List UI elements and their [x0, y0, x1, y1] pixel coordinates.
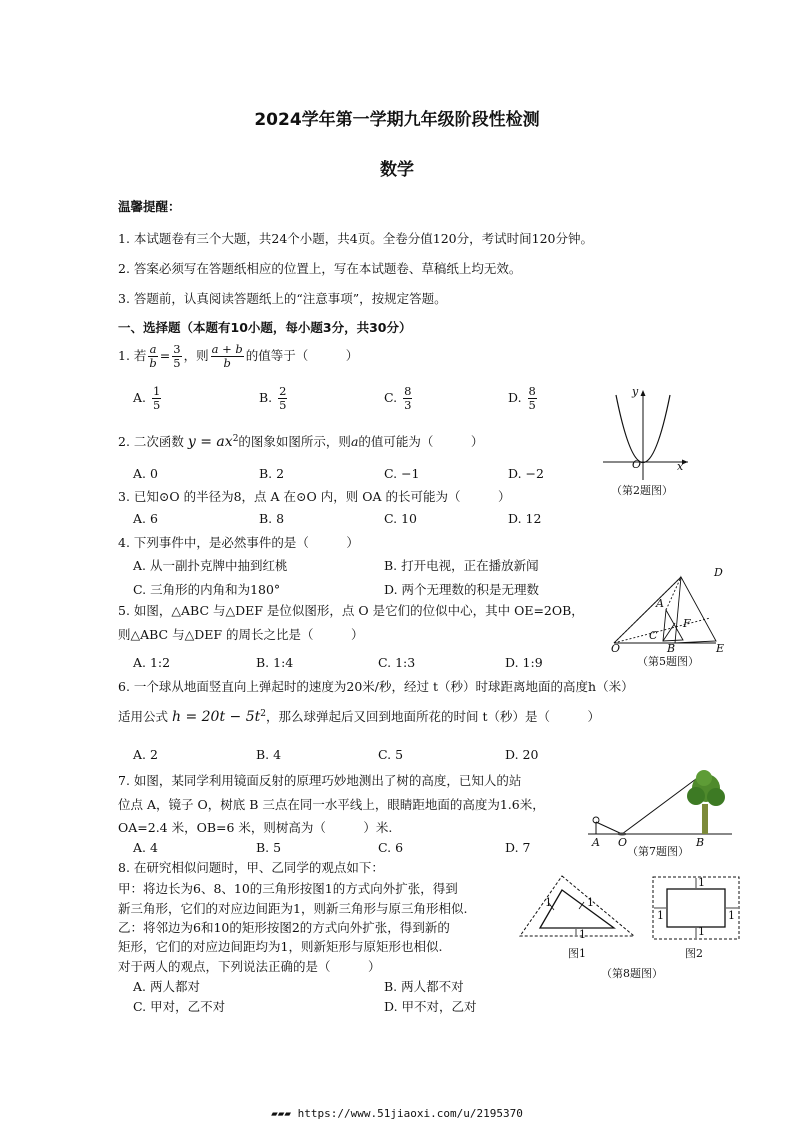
notice-item-2: 2. 答案必须写在答题纸相应的位置上，写在本试题卷、草稿纸上均无效。 [118, 261, 522, 276]
q8-option-b: B. 两人都不对 [384, 979, 464, 994]
fraction-a-over-b: $\frac{a}{b}$ [149, 342, 157, 370]
q4-option-d: D. 两个无理数的积是无理数 [384, 582, 540, 597]
q6-option-a: A. 2 [133, 747, 158, 762]
notice-item-3: 3. 答题前，认真阅读答题纸上的“注意事项”，按规定答题。 [118, 291, 447, 306]
notice-item-1: 1. 本试题卷有三个大题，共24个小题，共4页。全卷分值120分，考试时间120分钟。 [118, 231, 593, 246]
q3-option-a: A. 6 [133, 511, 158, 526]
q6-option-b: B. 4 [256, 747, 282, 762]
q3-option-c: C. 10 [384, 511, 417, 526]
q6-option-c: C. 5 [378, 747, 404, 762]
q4-option-c: C. 三角形的内角和为180° [133, 582, 281, 597]
parabola-caption: （第2题图） [611, 484, 673, 497]
fraction-3-over-5: $\frac{3}{5}$ [173, 342, 181, 370]
fig5-label-o: O [611, 642, 621, 655]
homothety-caption: （第5题图） [637, 655, 699, 668]
q5-option-b: B. 1:4 [256, 655, 294, 670]
q2-option-b: B. 2 [259, 466, 285, 481]
question-7-line-2: 位点 A，镜子 O，树底 B 三点在同一水平线上，眼睛距地面的高度为1.6米， [118, 797, 545, 812]
exam-title: 2024学年第一学期九年级阶段性检测 [254, 110, 540, 130]
fraction-a-plus-b-over-b: $\frac{a + b}{b}$ [211, 342, 243, 370]
question-7-line-3: OA=2.4 米，OB=6 米，则树高为（ ）米. [118, 820, 393, 835]
question-1 [118, 343, 358, 370]
parabola-origin-label: O [632, 458, 642, 471]
q7-option-d: D. 7 [505, 840, 531, 855]
q8-option-a: A. 两人都对 [133, 979, 200, 994]
fig8-caption-2: 图2 [685, 947, 703, 960]
question-8-line-1: 8. 在研究相似问题时，甲、乙同学的观点如下： [118, 860, 384, 875]
fig8-tri-distance-1b: 1 [587, 896, 594, 909]
fig8-tri-distance-1a: 1 [545, 896, 552, 909]
q5-option-d: D. 1:9 [505, 655, 543, 670]
footer-url[interactable]: ▰▰▰ https://www.51jiaoxi.com/u/2195370 [271, 1107, 523, 1120]
question-8-line-5: 矩形，它们的对应边间距均为1，则新矩形与原矩形也相似. [118, 939, 443, 954]
question-8-line-4: 乙：将邻边为6和10的矩形按图2的方式向外扩张，得到新的 [118, 920, 450, 935]
question-3: 3. 已知⊙O 的半径为8，点 A 在⊙O 内，则 OA 的长可能为（ ） [118, 489, 511, 504]
fig8-caption-1: 图1 [568, 947, 586, 960]
equals-sign: = [159, 348, 171, 363]
fig5-label-c: C [649, 629, 658, 642]
question-8-line-6: 对于两人的观点，下列说法正确的是（ ） [118, 959, 381, 974]
section-heading: 一、选择题（本题有10小题，每小题3分，共30分） [118, 320, 412, 335]
q7-option-c: C. 6 [378, 840, 404, 855]
question-6-line-2: 适用公式 $h = 20t - 5t^2$，那么球弹起后又回到地面所花的时间 t（秒）是（ ） [118, 708, 600, 725]
expanded-rectangle-figure [651, 875, 741, 941]
question-4: 4. 下列事件中，是必然事件的是（ ） [118, 535, 359, 550]
question-2: 2. 二次函数 $y = ax^2$的图象如图所示，则a的值可能为（ ） [118, 433, 484, 450]
homothety-figure [608, 568, 728, 650]
formula-y-ax2: y = ax [187, 434, 233, 450]
tree-mirror-figure [586, 764, 736, 842]
q7-option-a: A. 4 [133, 840, 158, 855]
question-5-line-2: 则△ABC 与△DEF 的周长之比是（ ） [118, 627, 364, 642]
fig5-label-f: F [683, 617, 691, 630]
q1-mid: ，则 [183, 348, 209, 363]
question-8-line-3: 新三角形，它们的对应边间距为1，则新三角形与原三角形相似. [118, 901, 468, 916]
q2-option-a: A. 0 [133, 466, 158, 481]
fig8-tri-distance-1c: 1 [579, 928, 586, 941]
fig7-label-a: A [592, 836, 600, 849]
q5-option-c: C. 1:3 [378, 655, 416, 670]
subject-title: 数学 [380, 160, 414, 180]
question-8-line-2: 甲：将边长为6、8、10的三角形按图1的方式向外扩张，得到 [118, 881, 458, 896]
q4-option-b: B. 打开电视，正在播放新闻 [384, 558, 539, 573]
q1-option-a: A. $\frac{1}{5}$ [133, 384, 161, 412]
tree-crown-icon [687, 770, 725, 806]
q1-option-c: C. $\frac{8}{3}$ [384, 384, 412, 412]
question-6-line-1: 6. 一个球从地面竖直向上弹起时的速度为20米/秒，经过 t（秒）时球距离地面的高度h（米） [118, 679, 634, 694]
formula-height: h = 20t − 5t [172, 709, 261, 725]
fig5-label-a: A [656, 597, 664, 610]
question-7-line-1: 7. 如图，某同学利用镜面反射的原理巧妙地测出了树的高度，已知人的站 [118, 773, 522, 788]
expanded-triangle-figure [518, 872, 636, 942]
q6-option-d: D. 20 [505, 747, 539, 762]
q4-option-a: A. 从一副扑克牌中抽到红桃 [133, 558, 288, 573]
parabola-y-label: y [632, 385, 639, 398]
q8-option-d: D. 甲不对，乙对 [384, 999, 477, 1014]
q1-prefix: 1. 若 [118, 348, 147, 363]
q5-option-a: A. 1:2 [133, 655, 171, 670]
parabola-x-label: x [677, 460, 684, 473]
fig8-rect-distance-right: 1 [728, 909, 735, 922]
fig8-rect-distance-bottom: 1 [698, 925, 705, 938]
q3-option-b: B. 8 [259, 511, 285, 526]
q7-option-b: B. 5 [256, 840, 282, 855]
q1-suffix: 的值等于（ ） [245, 348, 359, 363]
tree-trunk-icon [702, 804, 708, 834]
notice-heading: 温馨提醒： [118, 199, 181, 214]
fig5-label-e: E [716, 642, 725, 655]
fig7-label-o: O [618, 836, 628, 849]
q1-option-b: B. $\frac{2}{5}$ [259, 384, 287, 412]
fig7-label-b: B [696, 836, 705, 849]
fig5-label-b: B [667, 642, 676, 655]
tree-caption: （第7题图） [627, 845, 689, 858]
fig8-rect-distance-left: 1 [657, 909, 664, 922]
q3-option-d: D. 12 [508, 511, 542, 526]
fig8-rect-distance-top: 1 [698, 876, 705, 889]
q8-option-c: C. 甲对，乙不对 [133, 999, 226, 1014]
fig5-label-d: D [714, 566, 723, 579]
question-5-line-1: 5. 如图，△ABC 与△DEF 是位似图形，点 O 是它们的位似中心，其中 OE=2OB， [118, 603, 584, 618]
q1-option-d: D. $\frac{8}{5}$ [508, 384, 536, 412]
q2-option-d: D. −2 [508, 466, 544, 481]
fig8-caption: （第8题图） [601, 967, 663, 980]
q2-option-c: C. −1 [384, 466, 420, 481]
